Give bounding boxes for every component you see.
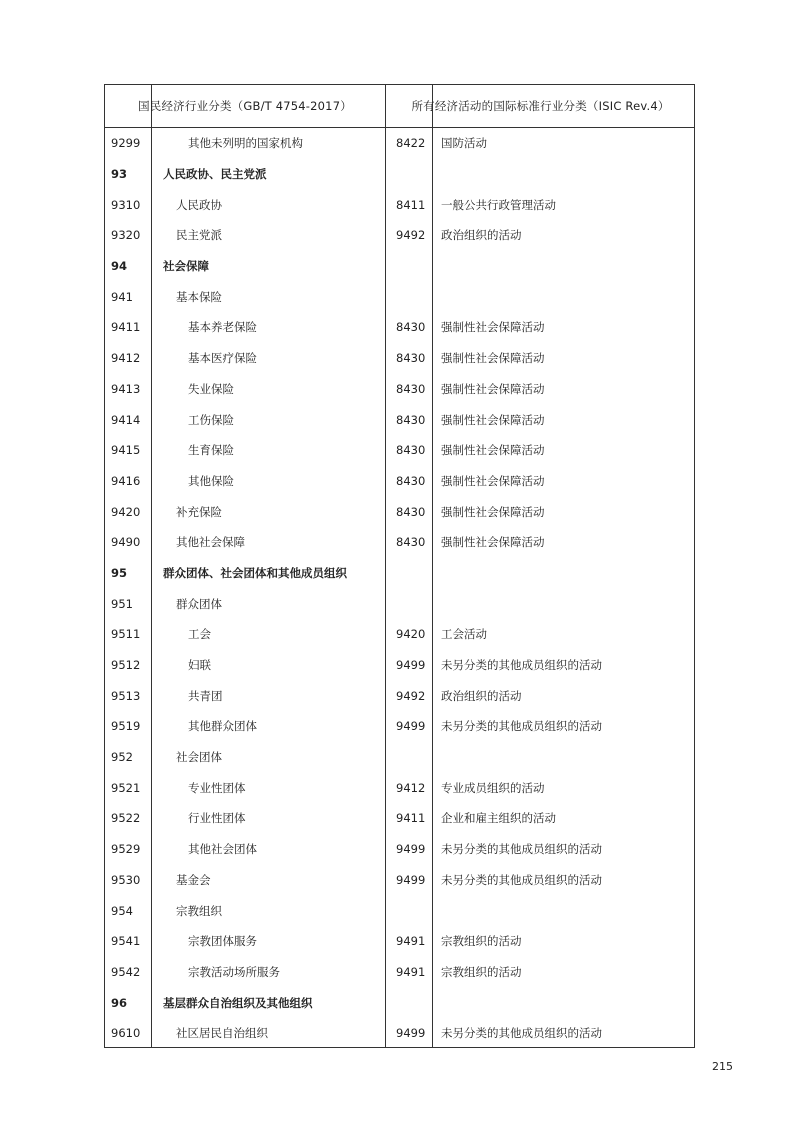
isic-code: 9499 [396,1026,426,1041]
isic-code: 8430 [396,535,426,550]
isic-code: 8430 [396,443,426,458]
isic-code: 8430 [396,351,426,366]
isic-name: 政治组织的活动 [441,228,522,243]
classification-table [104,84,695,1048]
table-row [105,834,694,865]
isic-name: 国防活动 [441,136,487,151]
gbt-name: 专业性团体 [188,780,246,795]
gbt-name: 妇联 [188,658,211,673]
header-isic: 所有经济活动的国际标准行业分类（ISIC Rev.4） [411,99,670,113]
gbt-code: 9529 [111,842,141,857]
isic-name: 强制性社会保障活动 [441,351,545,366]
isic-code: 8430 [396,473,426,488]
gbt-name: 其他未列明的国家机构 [188,136,303,151]
isic-code: 8430 [396,320,426,335]
table-row [105,128,694,159]
gbt-code: 9522 [111,811,141,826]
table-row [105,711,694,742]
isic-name: 强制性社会保障活动 [441,381,545,396]
gbt-name: 其他保险 [188,473,234,488]
isic-name: 一般公共行政管理活动 [441,197,556,212]
gbt-name: 其他社会团体 [188,842,257,857]
gbt-name: 生育保险 [188,443,234,458]
gbt-name: 群众团体、社会团体和其他成员组织 [163,565,347,580]
isic-name: 专业成员组织的活动 [441,780,545,795]
gbt-code: 9415 [111,443,141,458]
isic-name: 企业和雇主组织的活动 [441,811,556,826]
gbt-code: 9412 [111,351,141,366]
gbt-code: 9610 [111,1026,141,1041]
gbt-name: 补充保险 [176,504,222,519]
isic-code: 9492 [396,228,426,243]
gbt-name: 人民政协 [176,197,222,212]
gbt-code: 94 [111,259,128,274]
isic-code: 9491 [396,934,426,949]
isic-code: 8430 [396,412,426,427]
isic-code: 8411 [396,197,426,212]
isic-name: 强制性社会保障活动 [441,535,545,550]
isic-name: 未另分类的其他成员组织的活动 [441,842,602,857]
gbt-code: 954 [111,903,133,918]
gbt-code: 9411 [111,320,141,335]
gbt-code: 9413 [111,381,141,396]
gbt-code: 9320 [111,228,141,243]
gbt-code: 9414 [111,412,141,427]
table-row [105,404,694,435]
gbt-code: 9420 [111,504,141,519]
gbt-name: 宗教活动场所服务 [188,964,280,979]
isic-name: 政治组织的活动 [441,688,522,703]
table-row [105,772,694,803]
gbt-name: 社会团体 [176,750,222,765]
table-row [105,588,694,619]
gbt-name: 失业保险 [188,381,234,396]
isic-code: 8430 [396,504,426,519]
gbt-name: 基金会 [176,872,211,887]
table-row [105,742,694,773]
gbt-code: 9511 [111,627,141,642]
isic-code: 9499 [396,719,426,734]
isic-code: 9499 [396,658,426,673]
gbt-name: 人民政协、民主党派 [163,167,267,182]
gbt-name: 民主党派 [176,228,222,243]
isic-code: 9412 [396,780,426,795]
gbt-code: 9416 [111,473,141,488]
isic-name: 工会活动 [441,627,487,642]
table-row [105,987,694,1018]
isic-name: 未另分类的其他成员组织的活动 [441,1026,602,1041]
gbt-code: 951 [111,596,133,611]
gbt-code: 9541 [111,934,141,949]
table-row [105,374,694,405]
table-body [105,128,694,1049]
isic-name: 强制性社会保障活动 [441,504,545,519]
gbt-name: 社区居民自治组织 [176,1026,268,1041]
isic-name: 未另分类的其他成员组织的活动 [441,658,602,673]
table-row [105,558,694,589]
gbt-name: 基本保险 [176,289,222,304]
table-row [105,803,694,834]
isic-name: 未另分类的其他成员组织的活动 [441,872,602,887]
isic-name: 强制性社会保障活动 [441,473,545,488]
gbt-name: 其他社会保障 [176,535,245,550]
gbt-name: 宗教组织 [176,903,222,918]
gbt-code: 9490 [111,535,141,550]
table-row [105,312,694,343]
isic-name: 宗教组织的活动 [441,934,522,949]
gbt-code: 9513 [111,688,141,703]
table-row [105,895,694,926]
table-row [105,189,694,220]
table-row [105,159,694,190]
page-number: 215 [712,1060,733,1073]
isic-code: 9420 [396,627,426,642]
gbt-code: 96 [111,995,128,1010]
gbt-code: 941 [111,289,133,304]
isic-code: 8422 [396,136,426,151]
gbt-name: 宗教团体服务 [188,934,257,949]
gbt-name: 基本医疗保险 [188,351,257,366]
table-row [105,466,694,497]
gbt-name: 基本养老保险 [188,320,257,335]
table-row [105,865,694,896]
isic-code: 9492 [396,688,426,703]
table-row [105,926,694,957]
gbt-name: 工会 [188,627,211,642]
gbt-code: 93 [111,167,128,182]
gbt-code: 9542 [111,964,141,979]
gbt-code: 9512 [111,658,141,673]
gbt-name: 共青团 [188,688,223,703]
gbt-code: 9519 [111,719,141,734]
isic-name: 强制性社会保障活动 [441,443,545,458]
isic-name: 强制性社会保障活动 [441,412,545,427]
isic-name: 宗教组织的活动 [441,964,522,979]
gbt-name: 群众团体 [176,596,222,611]
gbt-name: 行业性团体 [188,811,246,826]
gbt-code: 95 [111,565,128,580]
table-row [105,496,694,527]
gbt-code: 9299 [111,136,141,151]
gbt-name: 工伤保险 [188,412,234,427]
gbt-name: 其他群众团体 [188,719,257,734]
table-row [105,619,694,650]
gbt-code: 952 [111,750,133,765]
gbt-code: 9530 [111,872,141,887]
table-row [105,957,694,988]
isic-code: 9499 [396,872,426,887]
gbt-name: 社会保障 [163,259,209,274]
gbt-name: 基层群众自治组织及其他组织 [163,995,313,1010]
header-gbt: 国民经济行业分类（GB/T 4754-2017） [138,99,352,113]
table-row [105,527,694,558]
table-row [105,343,694,374]
isic-name: 未另分类的其他成员组织的活动 [441,719,602,734]
table-row [105,251,694,282]
table-row [105,650,694,681]
gbt-code: 9521 [111,780,141,795]
gbt-code: 9310 [111,197,141,212]
table-row [105,435,694,466]
table-row [105,281,694,312]
isic-code: 8430 [396,381,426,396]
isic-code: 9411 [396,811,426,826]
isic-code: 9491 [396,964,426,979]
table-row [105,1018,694,1049]
table-row [105,680,694,711]
isic-code: 9499 [396,842,426,857]
table-row [105,220,694,251]
isic-name: 强制性社会保障活动 [441,320,545,335]
